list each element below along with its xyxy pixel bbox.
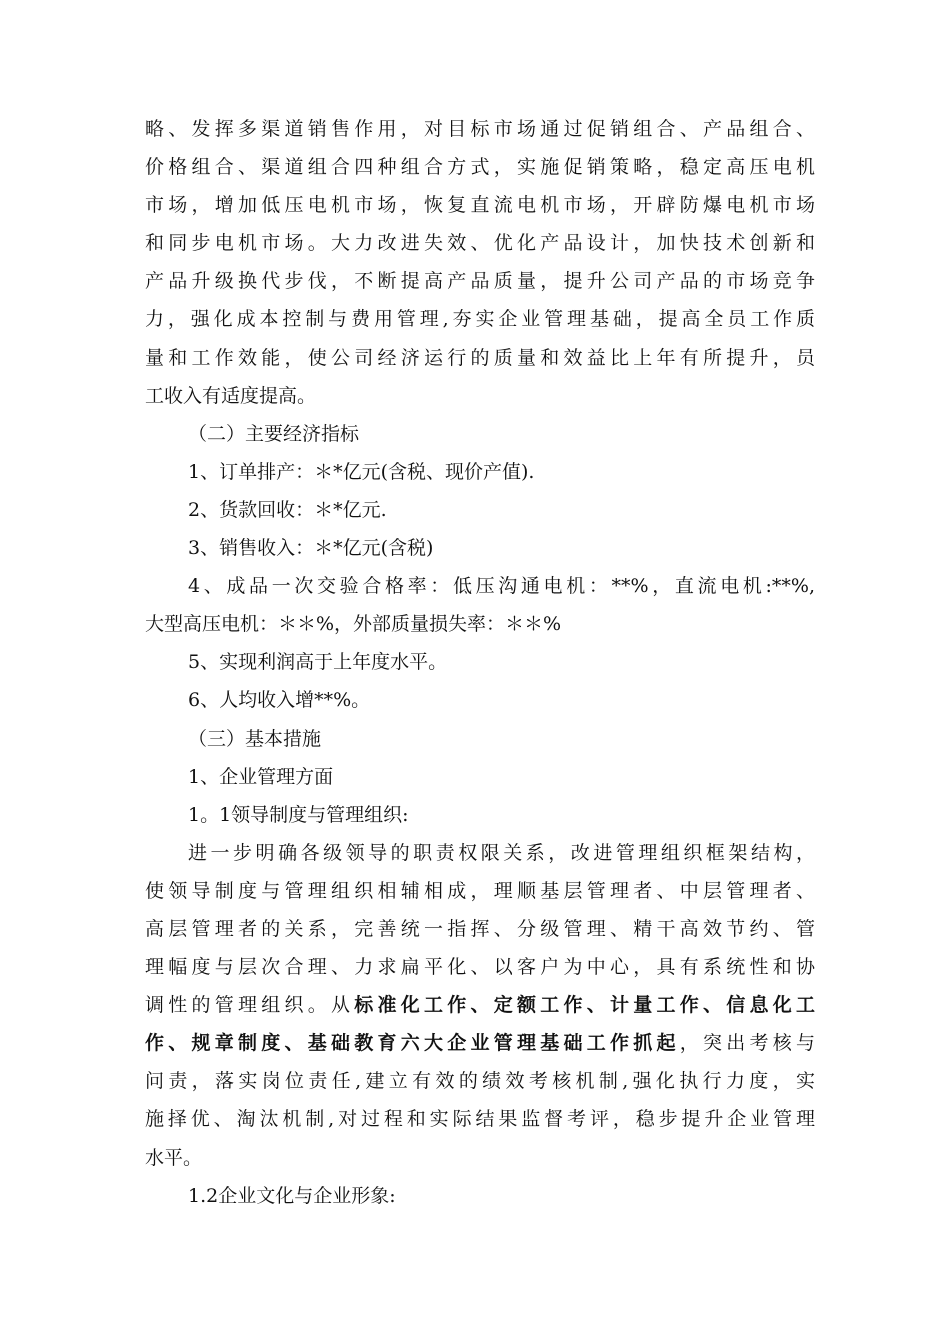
paragraph-line: 问责，落实岗位责任,建立有效的绩效考核机制,强化执行力度，实 (145, 1070, 815, 1093)
paragraph-line: 力，强化成本控制与费用管理,夯实企业管理基础，提高全员工作质 (145, 308, 815, 331)
paragraph-line (145, 986, 815, 1024)
paragraph-line: 和同步电机市场。大力改进失效、优化产品设计，加快技术创新和 (145, 232, 815, 255)
paragraph-line: 价格组合、渠道组合四种组合方式，实施促销策略，稳定高压电机 (145, 156, 815, 179)
emphasis-text: 作、规章制度、基础教育六大企业管理基础工作抓起 (145, 1032, 680, 1055)
plain-text: ，突出考核与 (679, 1032, 815, 1055)
paragraph-line: 理幅度与层次合理、力求扁平化、以客户为中心，具有系统性和协 (145, 956, 815, 979)
indicator-item: 4、成品一次交验合格率：低压沟通电机：**%，直流电机:**%, (188, 575, 815, 598)
plain-text: 调性的管理组织。从 (145, 994, 355, 1017)
paragraph-line: 进一步明确各级领导的职责权限关系，改进管理组织框架结构， (188, 841, 815, 864)
paragraph-line (145, 1024, 815, 1062)
document-body (145, 110, 815, 1215)
emphasis-text: 标准化工作、定额工作、计量工作、信息化工 (354, 994, 815, 1017)
indicator-item: 2、货款回收：＊*亿元. (188, 498, 387, 521)
indicator-item-continued: 大型高压电机：＊＊%，外部质量损失率：＊＊% (145, 613, 562, 636)
subsection-heading: 1、企业管理方面 (188, 765, 334, 788)
paragraph-line: 工收入有适度提高。 (145, 384, 317, 407)
paragraph-line: 量和工作效能，使公司经济运行的质量和效益比上年有所提升，员 (145, 346, 815, 369)
section-heading-basic-measures: （三）基本措施 (188, 727, 322, 750)
section-heading-economic-indicators: （二）主要经济指标 (188, 422, 360, 445)
subsection-heading: 1。1领导制度与管理组织: (188, 803, 409, 826)
indicator-item: 1、订单排产：＊*亿元(含税、现价产值). (188, 460, 535, 483)
paragraph-line: 使领导制度与管理组织相辅相成，理顺基层管理者、中层管理者、 (145, 879, 815, 902)
paragraph-line: 市场，增加低压电机市场，恢复直流电机市场，开辟防爆电机市场 (145, 194, 815, 217)
indicator-item: 5、实现利润高于上年度水平。 (188, 651, 448, 674)
paragraph-line: 略、发挥多渠道销售作用，对目标市场通过促销组合、产品组合、 (145, 118, 815, 140)
paragraph-line: 产品升级换代步伐，不断提高产品质量，提升公司产品的市场竞争 (145, 270, 815, 293)
paragraph-line: 高层管理者的关系，完善统一指挥、分级管理、精干高效节约、管 (145, 917, 815, 940)
paragraph-line: 水平。 (145, 1146, 203, 1169)
indicator-item: 6、人均收入增**%。 (188, 689, 371, 712)
indicator-item: 3、销售收入：＊*亿元(含税) (188, 537, 434, 560)
paragraph-line: 施择优、淘汰机制,对过程和实际结果监督考评，稳步提升企业管理 (145, 1108, 815, 1131)
subsection-heading: 1.2企业文化与企业形象: (188, 1184, 396, 1207)
